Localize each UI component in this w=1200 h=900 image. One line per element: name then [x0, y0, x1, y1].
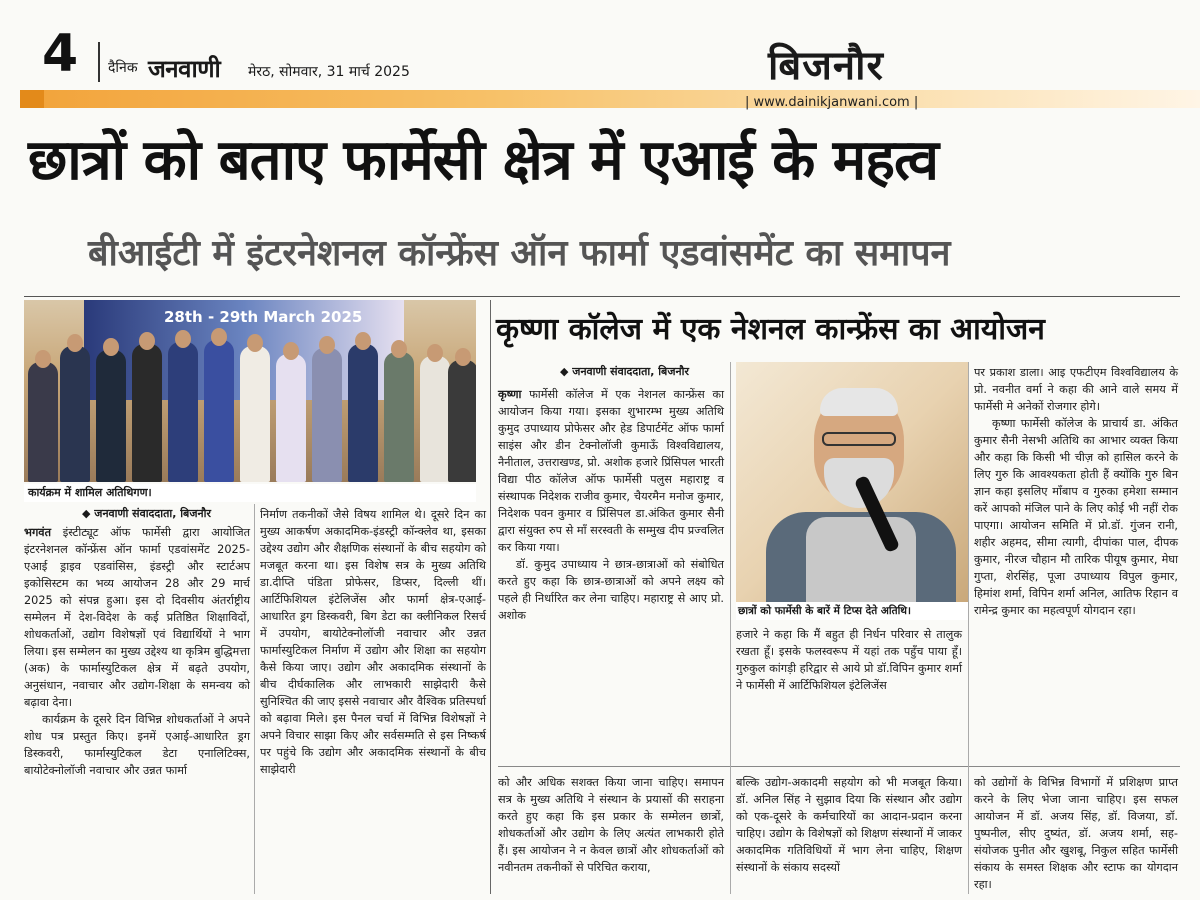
person-figure — [240, 346, 270, 482]
speaker-photo-caption: छात्रों को फार्मेसी के बारें में टिप्स देते अतिथि। — [736, 602, 968, 620]
story2-lead-word: कृष्णा — [498, 388, 522, 401]
website-link[interactable]: | www.dainikjanwani.com | — [745, 95, 919, 110]
photo-caption: कार्यक्रम में शामिल अतिथिगण। — [24, 484, 476, 502]
person-head — [427, 344, 443, 362]
person-figure — [168, 342, 198, 482]
horizontal-rule — [24, 296, 1180, 297]
person-figure — [28, 362, 58, 482]
story1-column-5: को उद्योगों के विभिन्न विभागों में प्रशिक्षण प्राप्त करने के लिए भेजा जाना चाहिए। इस सफल आयोजन में डॉ. अजय सिंह, डॉ. विजया, डॉ. पुष्पनील, सीए दुष्यंत, डॉ. अजय शर्मा, सह-संयोजक पुनीत और खुशबू, निकुल सहित फार्मेसी संकाय के समस्त शिक्षक और स्टाफ का योगदान रहा। — [974, 776, 1178, 891]
story2-column-2 — [736, 626, 962, 694]
person-head — [211, 328, 227, 346]
story1-text-b: निर्माण तकनीकों जैसे विषय शामिल थे। दूसरे दिन का मुख्य आकर्षण अकादमिक-इंडस्ट्री कॉन्क्लेव था, इसका उद्देश्य उद्योग और शैक्षणिक संस्थानों के बीच सहयोग को मजबूत करना था। इस विशेष सत्र के मुख्य अतिथि डा.दीप्ति पंडिता प्रोफेसर, डिप्सर, दिल्ली थीं। आर्टिफिशियल इंटेलिजेंस और फार्मा क्षेत्र-एआई-आधारित ड्रग डिस्कवरी, बिग डेटा का क्लीनिकल रिसर्च में उपयोग, बायोटेक्नोलॉजी नवाचार और उन्नत फार्मास्युटिकल निर्माण में उद्योग और शिक्षा का सहयोग कैसे किया जाए। उद्योग और अकादमिक संस्थानों के बीच दीर्घकालिक और लाभकारी साझेदारी कैसे सुनिश्चित की जाए इससे नवाचार और वैश्विक प्रतिस्पर्धा को बढ़ावा मिले। इस पैनल चर्चा में विभिन्न विशेषज्ञों ने अपने विचार साझा किए और सर्वसम्मति से इस निष्कर्ष पर पहुंचे कि उद्योग और अकादमिक संस्थानों के बीच साझेदारी — [260, 508, 486, 776]
column-rule — [730, 362, 731, 894]
person-figure — [276, 354, 306, 482]
masthead-divider — [98, 42, 100, 82]
person-head — [35, 350, 51, 368]
sub-headline: बीआईटी में इंटरनेशनल कॉन्फ्रेंस ऑन फार्मा एडवांसमेंट का समापन — [88, 232, 951, 274]
person-head — [175, 330, 191, 348]
lead-word: भगवंत — [24, 526, 52, 539]
speaker-vest — [806, 517, 916, 602]
person-head — [103, 338, 119, 356]
person-figure — [204, 340, 234, 482]
header-color-bar — [20, 90, 1200, 108]
person-head — [391, 340, 407, 358]
story2-text-c2: डॉ. कुमुद उपाध्याय ने छात्र-छात्राओं को संबोधित करते हुए कहा कि छात्र-छात्राओं को अपने लक्ष्य को पहले ही निर्धारित कर लेना चाहिए। महाराष्ट्र से आए प्रो. अशोक — [498, 558, 724, 622]
paper-name: जनवाणी — [148, 55, 221, 83]
main-headline: छात्रों को बताए फार्मेसी क्षेत्र में एआई के महत्व — [28, 127, 939, 193]
story1-column-1 — [24, 524, 250, 779]
person-head — [67, 334, 83, 352]
column-rule — [254, 504, 255, 894]
masthead — [0, 0, 1200, 120]
story2-text-e2: कृष्णा फार्मेसी कॉलेज के प्राचार्य डा. अंकित कुमार सैनी नेसभी अतिथि का आभार व्यक्त किया और कहा कि किसी भी चीज़ को हासिल करने के लिए गुरु कि आवश्यकता होती हैं क्योंकि गुरु बिन ज्ञान कहा इसलिए माँबाप व गुरुका हमेशा सम्मान करें आपको मंजिल पाने के लिए कोई भी नहीं रोक पाएगा। आयोजन समिति में प्रो.डॉ. गुंजन रानी, शहीर अहमद, सीमा त्यागी, दीपांका पाल, दीपक कुमार, नीरज चौहान मौ तारिक पीयूष कुमार, मेघा गुप्ता, शेरसिंह, पूजा उपाध्याय विपुल कुमार, हिमांश शर्मा, विपिन शर्मा अनिल, आतिफ रिहान व रामेन्द्र कुमार का महत्वपूर्ण योगदान रहा। — [974, 417, 1178, 617]
dateline: मेरठ, सोमवार, 31 मार्च 2025 — [248, 64, 410, 80]
person-figure — [132, 344, 162, 482]
story1-text-a2: कार्यक्रम के दूसरे दिन विभिन्न शोधकर्ताओं ने अपने शोध पत्र प्रस्तुत किए। इनमें एआई-आधारित ड्रग डिस्कवरी, फार्मास्युटिकल डेटा एनालिटिक्स, बायोटेक्नोलॉजी नवाचार और उन्नत फार्मा — [24, 713, 250, 777]
person-figure — [312, 348, 342, 482]
person-figure — [60, 346, 90, 482]
photo-banner-text: 28th - 29th March 2025 — [164, 308, 363, 326]
column-rule — [490, 300, 491, 894]
story2-column-3 — [974, 364, 1178, 619]
section-name: बिजनौर — [768, 43, 884, 89]
speaker-photo — [736, 362, 968, 602]
person-figure — [384, 352, 414, 482]
story1-column-2 — [260, 506, 486, 778]
conference-group-photo — [24, 300, 476, 482]
person-head — [319, 336, 335, 354]
person-figure — [96, 350, 126, 482]
person-figure — [348, 344, 378, 482]
person-head — [355, 332, 371, 350]
story2-text-d: हजारे ने कहा कि मैं बहुत ही निर्धन परिवार से तालुक रखता हूँ। इसके फलस्वरूप में यहां तक पहुँच पाया हूँ। गुरुकुल कांगड़ी हरिद्वार से आये प्रो डॉ.विपिन कुमार शर्मा ने फार्मेसी में आर्टिफिशियल इंटेलिजेंस — [736, 628, 962, 692]
story2-column-1 — [498, 386, 724, 624]
story1-column-4: बल्कि उद्योग-अकादमी सहयोग को भी मजबूत किया। डॉ. अनिल सिंह ने सुझाव दिया कि संस्थान और उद्योग को एक-दूसरे के कर्मचारियों का आदान-प्रदान करना चाहिए। उद्योग के विशेषज्ञों को शिक्षण संस्थानों में जाकर अकादमिक गतिविधियों में भाग लेना चाहिए, शिक्षण संस्थानों के संकाय सदस्यों — [736, 776, 962, 874]
horizontal-rule — [498, 766, 1180, 767]
person-head — [283, 342, 299, 360]
person-head — [247, 334, 263, 352]
column-rule — [968, 362, 969, 894]
story2-byline: ◆ जनवाणी संवाददाता, बिजनौर — [560, 365, 689, 378]
person-figure — [420, 356, 450, 482]
paper-prefix: दैनिक — [108, 60, 138, 76]
page-number: 4 — [42, 24, 79, 84]
speaker-hair — [820, 388, 898, 416]
person-figure — [448, 360, 476, 482]
story2-text-c: फार्मेसी कॉलेज में एक नेशनल कान्फ्रेंस का आयोजन किया गया। इसका शुभारम्भ मुख्य अतिथि कुमुद उपाध्याय प्रोफेसर और हेड डिपार्टमेंट ऑफ फार्मा साइंस और डीन टेक्नोलॉजी कुमाऊँ विश्वविद्यालय, नैनीताल, उत्तराखण्ड, प्रो. अशोक हजारे प्रिंसिपल भारती विद्या पीठ कॉलेज ऑफ फार्मेसी पलुस महाराष्ट्र व संस्थापक निदेशक राजीव कुमार, चैयरमैन मनोज कुमार, निदेशक पवन कुमार व प्रिंसिपल डा.अंकित कुमार सैनी द्वारा संयुक्त रुप से माँ सरस्वती के सम्मुख दीप प्रज्वलित कर किया गया। — [498, 388, 724, 554]
story2-headline: कृष्णा कॉलेज में एक नेशनल कान्फ्रेंस का आयोजन — [496, 312, 1045, 347]
story1-column-3: को और अधिक सशक्त किया जाना चाहिए। समापन सत्र के मुख्य अतिथि ने संस्थान के प्रयासों की सराहना करते हुए कहा कि इस प्रकार के सम्मेलन छात्रों, शोधकर्ताओं और उद्योग के लिए अत्यंत लाभकारी होते हैं। इस आयोजन ने न केवल छात्रों और शोधकर्ताओं को नवीनतम तकनीकों से परिचित कराया, — [498, 776, 724, 874]
byline: ◆ जनवाणी संवाददाता, बिजनौर — [82, 507, 211, 520]
person-head — [139, 332, 155, 350]
speaker-glasses — [822, 432, 896, 446]
story1-text-a: इंस्टीट्यूट ऑफ फार्मेसी द्वारा आयोजित इंटरनेशनल कॉन्फ्रेंस ऑन फार्मा एडवांसमेंट 2025-एआई ड्राइव एडवांसिस, इंडस्ट्री और स्टार्टअप इकोसिस्टम का भव्य आयोजन 28 और 29 मार्च 2025 को संपन्न हुआ। इस दो दिवसीय अंतर्राष्ट्रीय सम्मेलन में देश-विदेश के कई प्रतिष्ठित शिक्षाविदों, शोधकर्ताओं, उद्योग विशेषज्ञों एवं विद्यार्थियों ने भाग लिया। इस सम्मेलन का मुख्य उद्देश्य था कृत्रिम बुद्धिमत्ता (अक) के फार्मास्युटिकल क्षेत्र में बढ़ते उपयोग, अनुसंधान, नवाचार और उद्योग-शिक्षा के समन्वय को बढ़ावा देना। — [24, 526, 251, 709]
story2-text-e: पर प्रकाश डाला। आइ एफटीएम विश्वविद्यालय के प्रो. नवनीत वर्मा ने कहा की आने वाले समय में फार्मेसी मे अनेकों रोजगार होगे। — [974, 366, 1178, 413]
person-head — [455, 348, 471, 366]
